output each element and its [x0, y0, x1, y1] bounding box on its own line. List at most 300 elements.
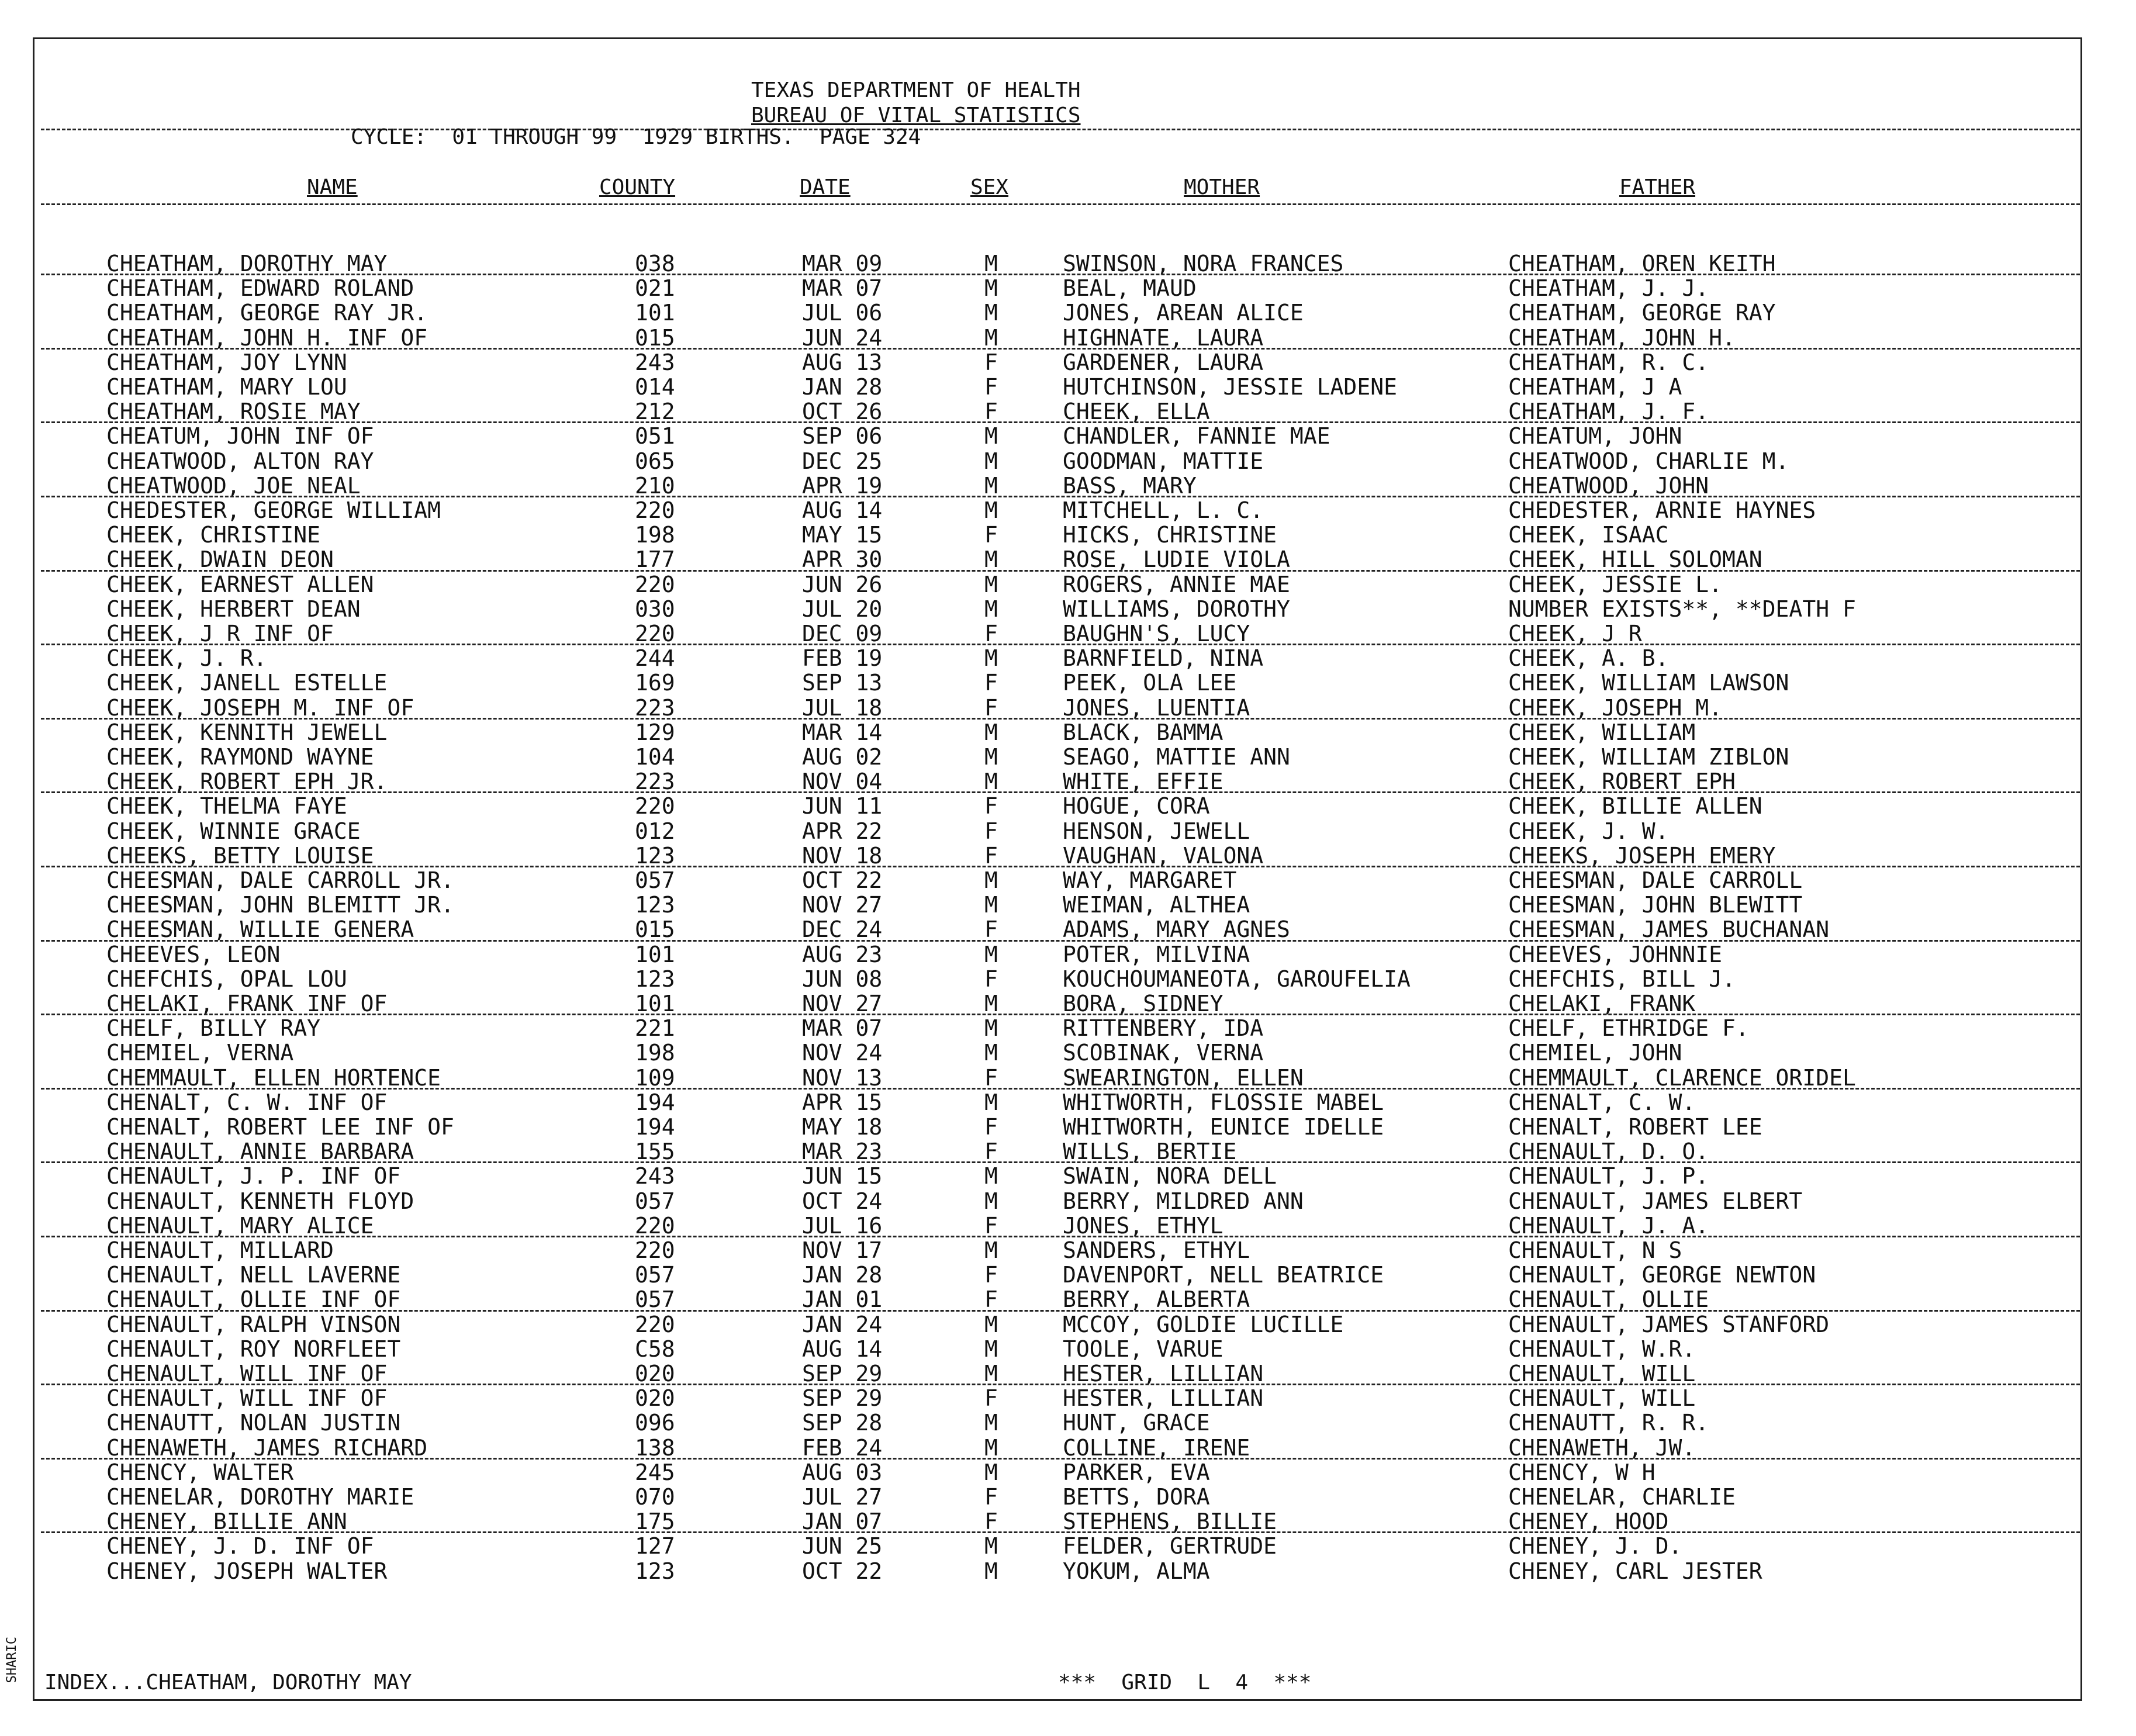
cell-mother: BEAL, MAUD	[1063, 275, 1197, 302]
cell-name: CHEATWOOD, ALTON RAY	[106, 448, 374, 474]
cell-county: 057	[635, 1287, 675, 1313]
cell-father: CHENAULT, J. A.	[1508, 1212, 1709, 1239]
cell-father: CHELF, ETHRIDGE F.	[1508, 1015, 1749, 1042]
cell-mother: SWINSON, NORA FRANCES	[1063, 251, 1344, 276]
cell-name: CHEEK, JANELL ESTELLE	[106, 670, 388, 696]
table-row	[0, 1337, 2136, 1361]
row-group-rule	[41, 1236, 2080, 1237]
cell-father: CHEATHAM, J. F.	[1508, 399, 1709, 425]
cell-father: CHEMIEL, JOHN	[1508, 1040, 1682, 1066]
cell-father: CHELAKI, FRANK	[1508, 991, 1696, 1016]
cell-mother: GARDENER, LAURA	[1063, 349, 1264, 375]
cell-father: CHEESMAN, JAMES BUCHANAN	[1508, 917, 1830, 943]
cell-sex: F	[984, 349, 998, 375]
cell-county: 123	[635, 892, 675, 918]
table-row	[0, 1040, 2136, 1065]
cell-mother: BASS, MARY	[1063, 472, 1197, 499]
cell-date: JUL 18	[802, 694, 883, 721]
cell-sex: M	[984, 991, 998, 1016]
cell-mother: SWEARINGTON, ELLEN	[1063, 1064, 1304, 1091]
cell-sex: M	[984, 892, 998, 918]
cell-date: FEB 19	[802, 645, 883, 672]
table-row	[0, 1213, 2136, 1238]
cell-name: CHEEVES, LEON	[106, 941, 281, 967]
cell-father: CHEFCHIS, BILL J.	[1508, 966, 1736, 992]
cell-mother: MITCHELL, L. C.	[1063, 497, 1264, 523]
cell-father: CHENAULT, OLLIE	[1508, 1287, 1709, 1313]
cell-sex: F	[984, 694, 998, 721]
cell-date: SEP 13	[802, 670, 883, 696]
cell-father: CHENEY, HOOD	[1508, 1509, 1669, 1535]
cell-mother: YOKUM, ALMA	[1063, 1558, 1210, 1584]
cell-name: CHENAULT, WILL INF OF	[106, 1385, 388, 1412]
cell-county: 057	[635, 1188, 675, 1214]
cell-date: MAR 07	[802, 1015, 883, 1042]
cell-name: CHENAULT, OLLIE INF OF	[106, 1287, 401, 1313]
table-row	[0, 1559, 2136, 1583]
table-row	[0, 893, 2136, 917]
column-header-date: DATE	[800, 175, 851, 199]
cell-mother: BAUGHN'S, LUCY	[1063, 621, 1250, 646]
cell-county: 223	[635, 769, 675, 795]
cell-name: CHEEK, KENNITH JEWELL	[106, 719, 388, 745]
cell-date: DEC 09	[802, 621, 883, 646]
cell-sex: M	[984, 497, 998, 523]
cell-sex: M	[984, 275, 998, 302]
cell-date: JUN 24	[802, 324, 883, 351]
cell-county: 220	[635, 621, 675, 646]
cell-sex: F	[984, 1509, 998, 1535]
table-row	[0, 1534, 2136, 1558]
cell-date: JUN 25	[802, 1533, 883, 1559]
table-row	[0, 1410, 2136, 1435]
cell-county: 123	[635, 1558, 675, 1584]
cell-mother: BLACK, BAMMA	[1063, 719, 1223, 745]
cell-father: CHENALT, C. W.	[1508, 1089, 1696, 1115]
cell-sex: F	[984, 399, 998, 425]
cell-name: CHEATHAM, JOY LYNN	[106, 349, 347, 375]
cell-name: CHEFCHIS, OPAL LOU	[106, 966, 347, 992]
cell-mother: ADAMS, MARY AGNES	[1063, 917, 1290, 943]
cell-sex: M	[984, 1163, 998, 1189]
table-row	[0, 1460, 2136, 1485]
cell-date: OCT 22	[802, 867, 883, 893]
table-row	[0, 1090, 2136, 1115]
cell-date: AUG 23	[802, 941, 883, 967]
cell-sex: M	[984, 744, 998, 770]
cell-mother: ROGERS, ANNIE MAE	[1063, 571, 1290, 597]
cell-county: 065	[635, 448, 675, 474]
cell-date: DEC 25	[802, 448, 883, 474]
cell-father: CHENAULT, WILL	[1508, 1385, 1696, 1412]
table-row	[0, 1361, 2136, 1386]
cell-father: CHEATWOOD, JOHN	[1508, 472, 1709, 499]
cell-father: CHEEK, J R	[1508, 621, 1642, 646]
cell-date: SEP 06	[802, 423, 883, 449]
cell-sex: M	[984, 1459, 998, 1485]
cell-mother: VAUGHAN, VALONA	[1063, 842, 1264, 869]
cell-county: 220	[635, 793, 675, 819]
cell-sex: F	[984, 1064, 998, 1091]
cell-sex: M	[984, 1361, 998, 1386]
cell-mother: TOOLE, VARUE	[1063, 1336, 1223, 1362]
cell-father: CHEEK, A. B.	[1508, 645, 1669, 672]
cell-mother: JONES, ETHYL	[1063, 1212, 1223, 1239]
table-row	[0, 523, 2136, 547]
cell-name: CHENAULT, WILL INF OF	[106, 1361, 388, 1386]
cell-date: APR 30	[802, 547, 883, 573]
column-header-mother: MOTHER	[1184, 175, 1260, 199]
cell-father: CHENAULT, D. O.	[1508, 1139, 1709, 1165]
cell-county: 198	[635, 1040, 675, 1066]
cell-county: 021	[635, 275, 675, 302]
cell-county: 020	[635, 1361, 675, 1386]
cell-mother: BETTS, DORA	[1063, 1484, 1210, 1510]
cell-county: 177	[635, 547, 675, 573]
cell-date: JAN 24	[802, 1311, 883, 1337]
cell-mother: BERRY, ALBERTA	[1063, 1287, 1250, 1313]
table-row	[0, 621, 2136, 646]
cell-date: APR 22	[802, 818, 883, 844]
cell-date: MAY 18	[802, 1114, 883, 1140]
cell-date: AUG 14	[802, 1336, 883, 1362]
cell-county: 101	[635, 991, 675, 1016]
cell-date: MAY 15	[802, 522, 883, 548]
cell-date: DEC 24	[802, 917, 883, 943]
cell-county: 012	[635, 818, 675, 844]
cell-mother: COLLINE, IRENE	[1063, 1434, 1250, 1461]
cell-sex: M	[984, 423, 998, 449]
cell-sex: M	[984, 1434, 998, 1461]
cell-mother: HENSON, JEWELL	[1063, 818, 1250, 844]
cell-mother: WEIMAN, ALTHEA	[1063, 892, 1250, 918]
cell-county: 198	[635, 522, 675, 548]
cell-father: CHEEK, HILL SOLOMAN	[1508, 547, 1762, 573]
cell-date: FEB 24	[802, 1434, 883, 1461]
table-row	[0, 1386, 2136, 1410]
cell-name: CHEDESTER, GEORGE WILLIAM	[106, 497, 441, 523]
cell-sex: M	[984, 596, 998, 622]
table-row	[0, 498, 2136, 523]
cell-mother: BARNFIELD, NINA	[1063, 645, 1264, 672]
cell-mother: RITTENBERY, IDA	[1063, 1015, 1264, 1042]
cell-mother: WILLS, BERTIE	[1063, 1139, 1237, 1165]
cell-name: CHEMMAULT, ELLEN HORTENCE	[106, 1064, 441, 1091]
cell-sex: M	[984, 1089, 998, 1115]
cell-name: CHENALT, C. W. INF OF	[106, 1089, 388, 1115]
cell-father: CHENALT, ROBERT LEE	[1508, 1114, 1762, 1140]
table-row	[0, 1139, 2136, 1164]
cell-father: CHENAULT, J. P.	[1508, 1163, 1709, 1189]
cell-sex: F	[984, 793, 998, 819]
cell-father: CHENAWETH, JW.	[1508, 1434, 1696, 1461]
cell-father: CHEATHAM, JOHN H.	[1508, 324, 1736, 351]
cell-mother: HOGUE, CORA	[1063, 793, 1210, 819]
header-line2: BUREAU OF VITAL STATISTICS	[751, 103, 1081, 127]
cell-father: CHENAULT, W.R.	[1508, 1336, 1696, 1362]
table-row	[0, 991, 2136, 1016]
cell-mother: BERRY, MILDRED ANN	[1063, 1188, 1304, 1214]
cell-county: 220	[635, 1311, 675, 1337]
cell-date: NOV 17	[802, 1237, 883, 1263]
cell-date: MAR 09	[802, 251, 883, 276]
cell-date: NOV 27	[802, 991, 883, 1016]
cell-sex: F	[984, 917, 998, 943]
cell-county: 096	[635, 1410, 675, 1436]
cell-date: JAN 07	[802, 1509, 883, 1535]
cell-sex: F	[984, 621, 998, 646]
cell-father: CHEEK, WILLIAM LAWSON	[1508, 670, 1789, 696]
table-row	[0, 1509, 2136, 1534]
cell-county: 070	[635, 1484, 675, 1510]
cell-name: CHEEKS, BETTY LOUISE	[106, 842, 374, 869]
table-row	[0, 843, 2136, 868]
cell-mother: WHITWORTH, EUNICE IDELLE	[1063, 1114, 1384, 1140]
cell-sex: M	[984, 941, 998, 967]
table-row	[0, 1312, 2136, 1337]
table-row	[0, 942, 2136, 967]
cell-sex: M	[984, 1188, 998, 1214]
table-row	[0, 745, 2136, 769]
cell-name: CHEATHAM, MARY LOU	[106, 374, 347, 400]
table-row	[0, 375, 2136, 399]
cell-date: JUN 15	[802, 1163, 883, 1189]
cell-father: NUMBER EXISTS**, **DEATH F	[1508, 596, 1856, 622]
cell-date: AUG 02	[802, 744, 883, 770]
cell-date: JUN 26	[802, 571, 883, 597]
cell-father: CHEEK, J. W.	[1508, 818, 1669, 844]
cell-county: 129	[635, 719, 675, 745]
table-row	[0, 769, 2136, 794]
cell-sex: M	[984, 1237, 998, 1263]
cell-sex: F	[984, 1139, 998, 1165]
cell-mother: KOUCHOUMANEOTA, GAROUFELIA	[1063, 966, 1411, 992]
cell-name: CHEESMAN, DALE CARROLL JR.	[106, 867, 454, 893]
cell-sex: M	[984, 1558, 998, 1584]
cell-date: NOV 24	[802, 1040, 883, 1066]
cell-county: 243	[635, 1163, 675, 1189]
cell-mother: ROSE, LUDIE VIOLA	[1063, 547, 1290, 573]
cell-father: CHENEY, CARL JESTER	[1508, 1558, 1762, 1584]
cell-mother: JONES, LUENTIA	[1063, 694, 1250, 721]
cell-mother: WILLIAMS, DOROTHY	[1063, 596, 1290, 622]
side-label: SHARIC	[5, 1637, 19, 1683]
cell-sex: F	[984, 842, 998, 869]
cell-name: CHENALT, ROBERT LEE INF OF	[106, 1114, 454, 1140]
row-group-rule	[41, 644, 2080, 645]
cell-father: CHEEK, JOSEPH M.	[1508, 694, 1723, 721]
cell-mother: BORA, SIDNEY	[1063, 991, 1223, 1016]
cell-father: CHEESMAN, DALE CARROLL	[1508, 867, 1803, 893]
cell-name: CHENAULT, ANNIE BARBARA	[106, 1139, 414, 1165]
cell-county: 220	[635, 1237, 675, 1263]
cell-mother: SCOBINAK, VERNA	[1063, 1040, 1264, 1066]
cell-county: 015	[635, 917, 675, 943]
cell-date: OCT 22	[802, 1558, 883, 1584]
cell-sex: M	[984, 448, 998, 474]
table-row	[0, 350, 2136, 375]
cell-sex: M	[984, 1311, 998, 1337]
cell-sex: M	[984, 645, 998, 672]
cell-name: CHENAULT, RALPH VINSON	[106, 1311, 401, 1337]
footer-index: INDEX...CHEATHAM, DOROTHY MAY	[44, 1671, 412, 1694]
cell-date: JUL 27	[802, 1484, 883, 1510]
cell-father: CHEATHAM, OREN KEITH	[1508, 251, 1776, 276]
cell-county: 220	[635, 571, 675, 597]
column-header-father: FATHER	[1619, 175, 1696, 199]
cell-county: 212	[635, 399, 675, 425]
cell-name: CHEEK, WINNIE GRACE	[106, 818, 361, 844]
cell-name: CHEEK, HERBERT DEAN	[106, 596, 361, 622]
cell-father: CHEATUM, JOHN	[1508, 423, 1682, 449]
table-row	[0, 794, 2136, 818]
cell-father: CHEATHAM, J. J.	[1508, 275, 1709, 302]
column-header-sex: SEX	[970, 175, 1009, 199]
cell-sex: M	[984, 719, 998, 745]
cell-county: 123	[635, 966, 675, 992]
cell-sex: F	[984, 1212, 998, 1239]
cell-mother: JONES, AREAN ALICE	[1063, 300, 1304, 326]
row-group-rule	[41, 1014, 2080, 1015]
column-header-rule	[41, 203, 2080, 205]
cell-father: CHENAULT, WILL	[1508, 1361, 1696, 1386]
cell-county: 127	[635, 1533, 675, 1559]
cell-county: 104	[635, 744, 675, 770]
cell-father: CHENCY, W H	[1508, 1459, 1655, 1485]
cell-name: CHEATUM, JOHN INF OF	[106, 423, 374, 449]
footer-grid: *** GRID L 4 ***	[1058, 1671, 1312, 1694]
cell-county: 020	[635, 1385, 675, 1412]
cell-father: CHEEK, ISAAC	[1508, 522, 1669, 548]
cell-sex: M	[984, 571, 998, 597]
cell-county: 223	[635, 694, 675, 721]
cell-sex: F	[984, 1385, 998, 1412]
header-line1: TEXAS DEPARTMENT OF HEALTH	[751, 78, 1081, 102]
cell-father: CHENEY, J. D.	[1508, 1533, 1682, 1559]
cell-mother: DAVENPORT, NELL BEATRICE	[1063, 1262, 1384, 1288]
cell-date: NOV 04	[802, 769, 883, 795]
cell-name: CHEEK, CHRISTINE	[106, 522, 321, 548]
column-header-name: NAME	[307, 175, 358, 199]
table-row	[0, 1066, 2136, 1090]
cell-date: JUL 16	[802, 1212, 883, 1239]
cell-name: CHENAULT, MARY ALICE	[106, 1212, 374, 1239]
cell-county: 014	[635, 374, 675, 400]
cell-sex: F	[984, 522, 998, 548]
cell-name: CHEATWOOD, JOE NEAL	[106, 472, 361, 499]
cell-father: CHENAULT, JAMES ELBERT	[1508, 1188, 1803, 1214]
cell-mother: STEPHENS, BILLIE	[1063, 1509, 1277, 1535]
cell-father: CHEEK, BILLIE ALLEN	[1508, 793, 1762, 819]
cell-sex: M	[984, 300, 998, 326]
cell-sex: F	[984, 1114, 998, 1140]
cell-name: CHEATHAM, GEORGE RAY JR.	[106, 300, 428, 326]
cell-county: 244	[635, 645, 675, 672]
cell-name: CHENELAR, DOROTHY MARIE	[106, 1484, 414, 1510]
cell-father: CHEATHAM, GEORGE RAY	[1508, 300, 1776, 326]
cell-father: CHEEKS, JOSEPH EMERY	[1508, 842, 1776, 869]
cell-mother: CHEEK, ELLA	[1063, 399, 1210, 425]
cell-mother: WHITE, EFFIE	[1063, 769, 1223, 795]
cell-county: 123	[635, 842, 675, 869]
cell-father: CHEATWOOD, CHARLIE M.	[1508, 448, 1789, 474]
cell-name: CHEEK, DWAIN DEON	[106, 547, 334, 573]
cell-name: CHEMIEL, VERNA	[106, 1040, 294, 1066]
table-row	[0, 1263, 2136, 1287]
cell-sex: F	[984, 818, 998, 844]
cell-name: CHENCY, WALTER	[106, 1459, 294, 1485]
table-row	[0, 646, 2136, 670]
cell-date: JAN 28	[802, 1262, 883, 1288]
cell-county: 038	[635, 251, 675, 276]
cell-mother: SANDERS, ETHYL	[1063, 1237, 1250, 1263]
table-row	[0, 399, 2136, 424]
cell-county: 109	[635, 1064, 675, 1091]
cell-date: AUG 03	[802, 1459, 883, 1485]
cell-name: CHENAULT, J. P. INF OF	[106, 1163, 401, 1189]
cell-name: CHEATHAM, EDWARD ROLAND	[106, 275, 414, 302]
cell-father: CHENAULT, JAMES STANFORD	[1508, 1311, 1830, 1337]
cell-mother: CHANDLER, FANNIE MAE	[1063, 423, 1330, 449]
cell-date: AUG 14	[802, 497, 883, 523]
cell-date: JUN 11	[802, 793, 883, 819]
cell-date: JAN 28	[802, 374, 883, 400]
cell-mother: HIGHNATE, LAURA	[1063, 324, 1264, 351]
cell-name: CHENAULT, ROY NORFLEET	[106, 1336, 401, 1362]
cell-father: CHEDESTER, ARNIE HAYNES	[1508, 497, 1816, 523]
cell-sex: F	[984, 1484, 998, 1510]
cell-name: CHEEK, J R INF OF	[106, 621, 334, 646]
cell-date: SEP 29	[802, 1385, 883, 1412]
cell-name: CHENAULT, KENNETH FLOYD	[106, 1188, 414, 1214]
cell-father: CHENELAR, CHARLIE	[1508, 1484, 1736, 1510]
cell-name: CHEEK, THELMA FAYE	[106, 793, 347, 819]
cell-name: CHENAULT, NELL LAVERNE	[106, 1262, 401, 1288]
cell-county: 138	[635, 1434, 675, 1461]
cell-mother: POTER, MILVINA	[1063, 941, 1250, 967]
table-row	[0, 572, 2136, 597]
cell-county: 101	[635, 300, 675, 326]
cell-father: CHEEVES, JOHNNIE	[1508, 941, 1723, 967]
table-row	[0, 696, 2136, 720]
cell-date: SEP 29	[802, 1361, 883, 1386]
cell-sex: M	[984, 1410, 998, 1436]
cell-father: CHEEK, ROBERT EPH	[1508, 769, 1736, 795]
cell-date: MAR 23	[802, 1139, 883, 1165]
cell-date: MAR 07	[802, 275, 883, 302]
cell-father: CHEEK, WILLIAM	[1508, 719, 1696, 745]
cell-date: JUL 06	[802, 300, 883, 326]
cell-county: 220	[635, 497, 675, 523]
cell-name: CHENAUTT, NOLAN JUSTIN	[106, 1410, 401, 1436]
cell-mother: WAY, MARGARET	[1063, 867, 1237, 893]
cell-name: CHEESMAN, WILLIE GENERA	[106, 917, 414, 943]
cell-county: 057	[635, 1262, 675, 1288]
table-row	[0, 1164, 2136, 1188]
table-row	[0, 868, 2136, 893]
cell-father: CHEATHAM, J A	[1508, 374, 1682, 400]
cell-date: SEP 28	[802, 1410, 883, 1436]
cell-date: APR 15	[802, 1089, 883, 1115]
cell-county: 194	[635, 1114, 675, 1140]
table-row	[0, 547, 2136, 572]
cell-mother: HUNT, GRACE	[1063, 1410, 1210, 1436]
cell-county: 245	[635, 1459, 675, 1485]
table-row	[0, 917, 2136, 942]
cell-county: 220	[635, 1212, 675, 1239]
table-row	[0, 276, 2136, 300]
cell-county: 194	[635, 1089, 675, 1115]
